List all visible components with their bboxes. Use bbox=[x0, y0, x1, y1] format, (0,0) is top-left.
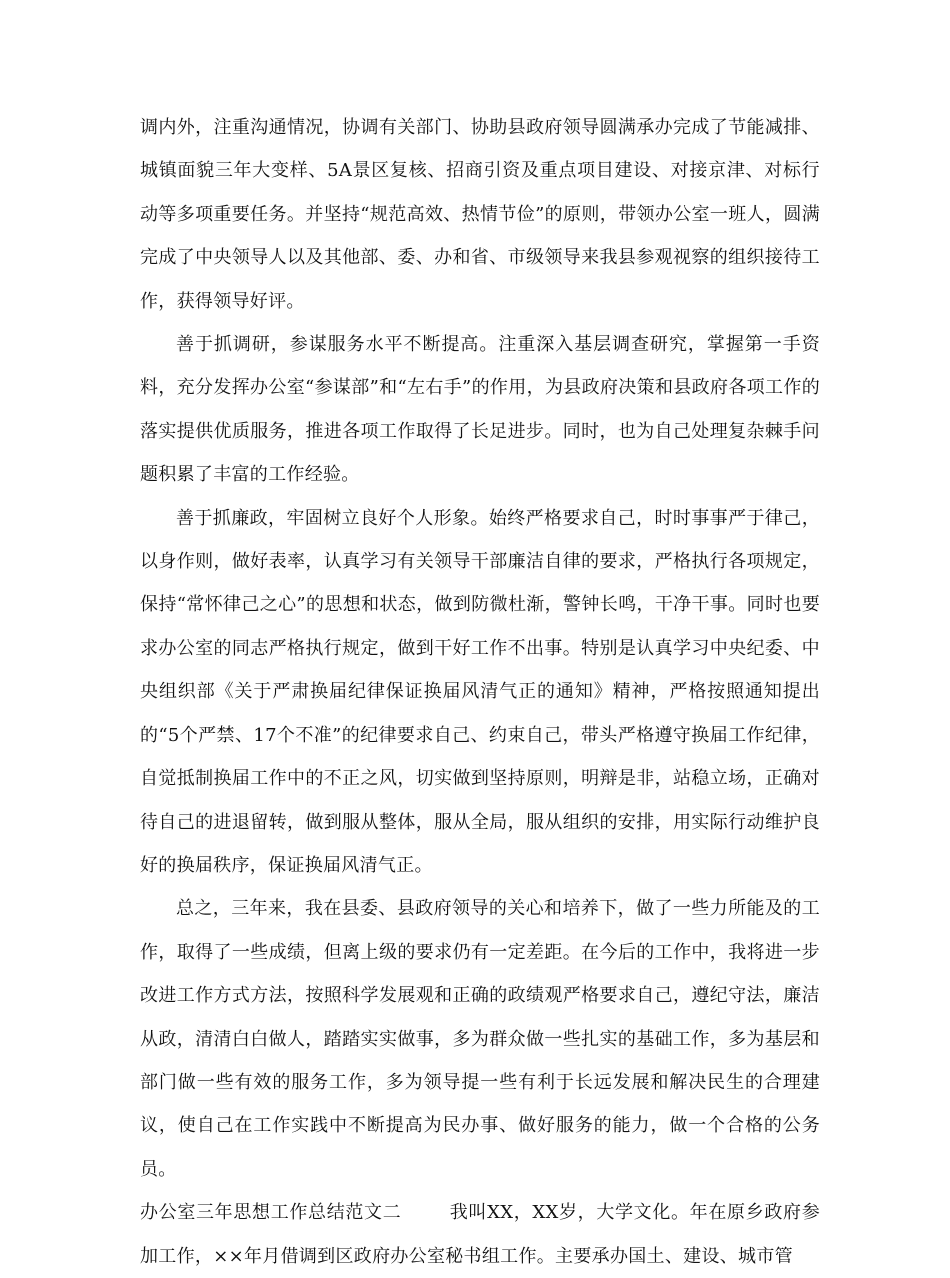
paragraph-2: 善于抓调研，参谋服务水平不断提高。注重深入基层调查研究，掌握第一手资料，充分发挥办公室“参谋部”和“左右手”的作用，为县政府决策和县政府各项工作的落实提供优质服务，推进各项工作取得了长足进步。同时，也为自己处理复杂棘手问题积累了丰富的工作经验。 bbox=[140, 334, 820, 486]
paragraph-1: 调内外，注重沟通情况，协调有关部门、协助县政府领导圆满承办完成了节能减排、城镇面貌三年大变样、5A景区复核、招商引资及重点项目建设、对接京津、对标行动等多项重要任务。并坚持“规范高效、热情节俭”的原则，带领办公室一班人，圆满完成了中央领导人以及其他部、委、办和省、市级领导来我县参观视察的组织接待工作，获得领导好评。 bbox=[140, 117, 820, 312]
section-paragraph bbox=[140, 1191, 820, 1278]
section-title: 办公室三年思想工作总结范文二 bbox=[140, 1202, 402, 1224]
document-body bbox=[140, 106, 820, 1278]
paragraph-3: 善于抓廉政，牢固树立良好个人形象。始终严格要求自己，时时事事严于律己，以身作则，做好表率，认真学习有关领导干部廉洁自律的要求，严格执行各项规定，保持“常怀律己之心”的思想和状态，做到防微杜渐，警钟长鸣，干净干事。同时也要求办公室的同志严格执行规定，做到干好工作不出事。特别是认真学习中央纪委、中央组织部《关于严肃换届纪律保证换届风清气正的通知》精神，严格按照通知提出的“5个严禁、17个不准”的纪律要求自己、约束自己，带头严格遵守换届工作纪律，自觉抵制换届工作中的不正之风，切实做到坚持原则，明辩是非，站稳立场，正确对待自己的进退留转，做到服从整体，服从全局，服从组织的安排，用实际行动维护良好的换届秩序，保证换届风清气正。 bbox=[140, 507, 820, 876]
section-body: 我叫XX，XX岁，大学文化。年在原乡政府参加工作，××年月借调到区政府办公室秘书组工作。主要承办国土、建设、城市管 bbox=[140, 1202, 820, 1267]
paragraph-4: 总之，三年来，我在县委、县政府领导的关心和培养下，做了一些力所能及的工作，取得了一些成绩，但离上级的要求仍有一定差距。在今后的工作中，我将进一步改进工作方式方法，按照科学发展观和正确的政绩观严格要求自己，遵纪守法，廉洁从政，清清白白做人，踏踏实实做事，多为群众做一些扎实的基础工作，多为基层和部门做一些有效的服务工作，多为领导提一些有利于长远发展和解决民生的合理建议，使自己在工作实践中不断提高为民办事、做好服务的能力，做一个合格的公务员。 bbox=[140, 898, 820, 1180]
